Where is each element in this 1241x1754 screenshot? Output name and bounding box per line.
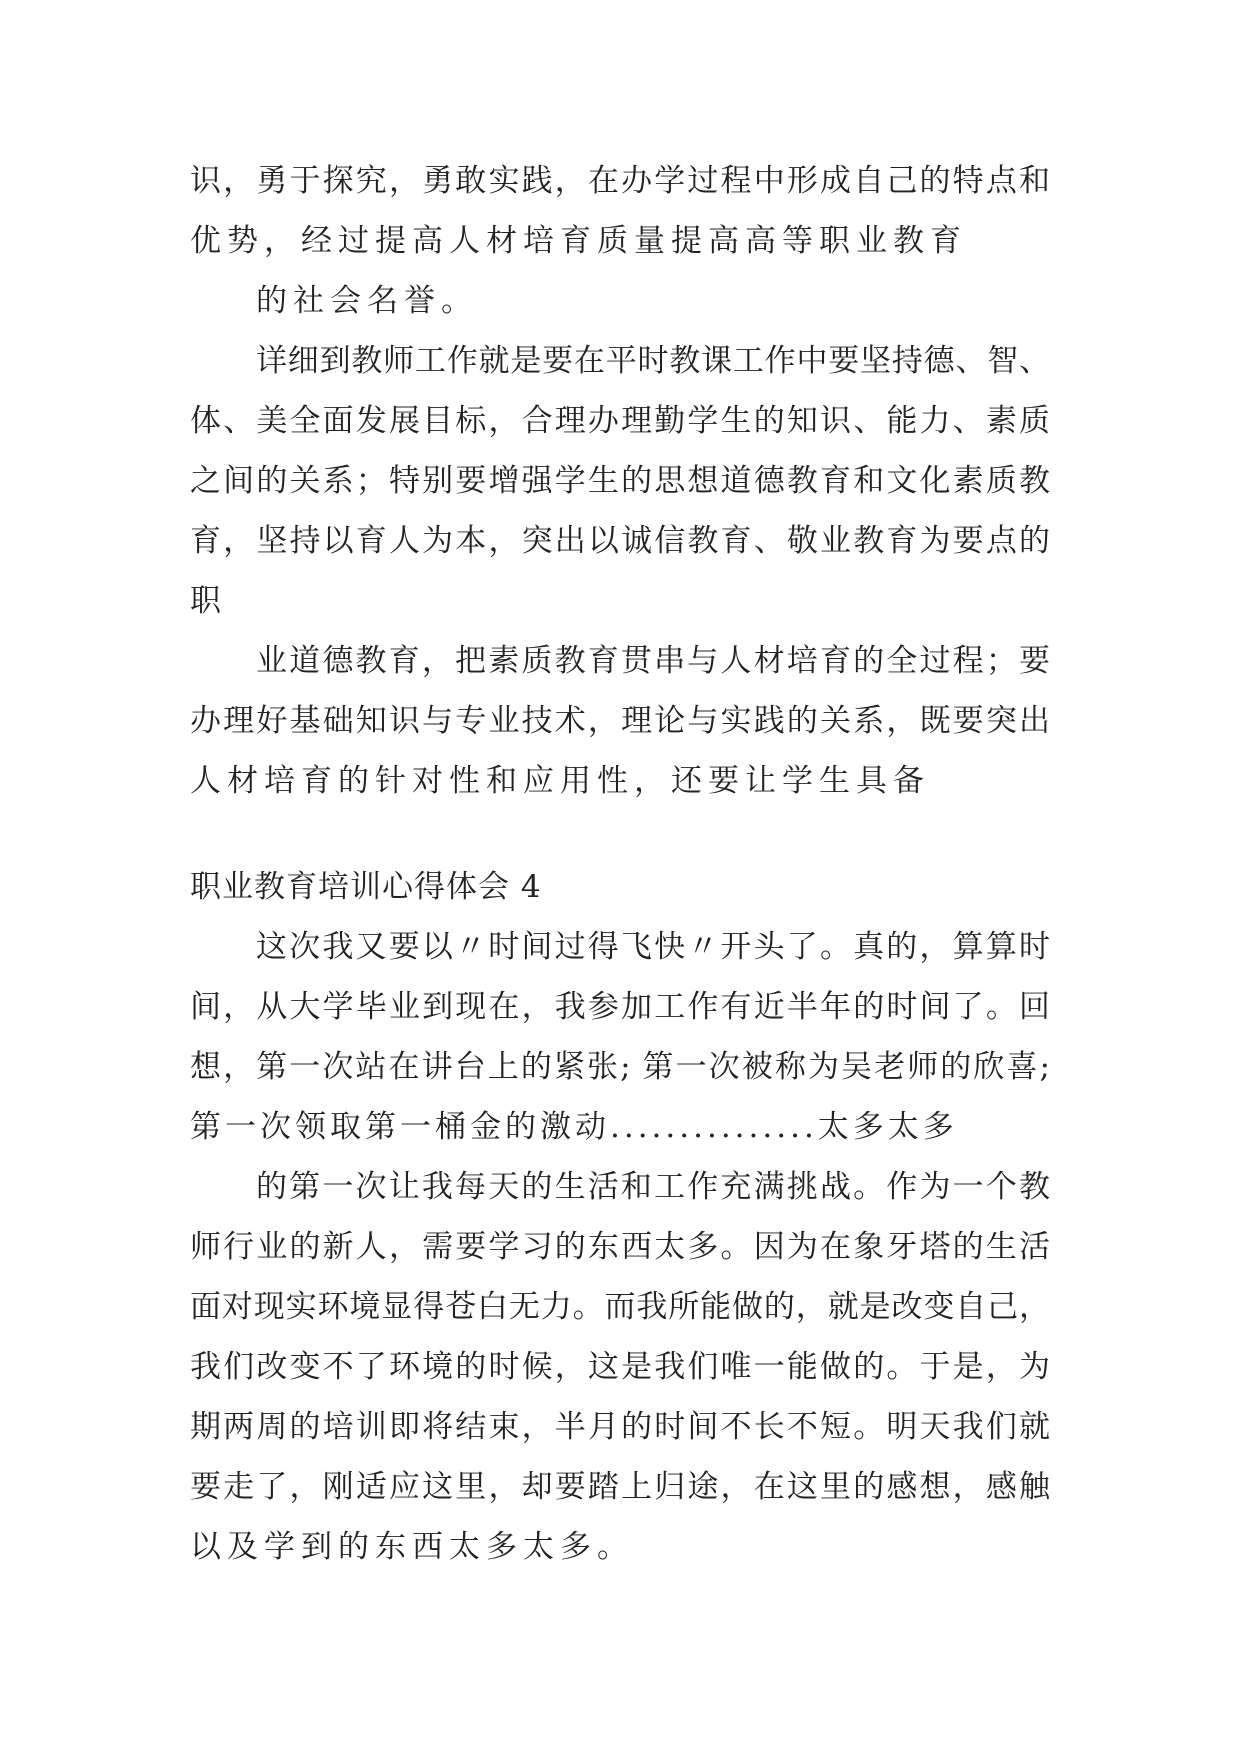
text-line: 的社会名誉。: [256, 283, 478, 319]
text-line: 详细到教师工作就是要在平时教课工作中要坚持德、智、: [256, 343, 1050, 379]
text-line: 优势，经过提高人材培育质量提高高等职业教育: [190, 223, 967, 259]
text-line: 师行业的新人，需要学习的东西太多。因为在象牙塔的生活: [190, 1229, 1050, 1265]
text-line: 体、美全面发展目标，合理办理勤学生的知识、能力、素质: [190, 403, 1050, 439]
text-line: 我们改变不了环境的时候，这是我们唯一能做的。于是，为: [190, 1349, 1050, 1385]
text-line: 想，第一次站在讲台上的紧张; 第一次被称为吴老师的欣喜;: [190, 1049, 1050, 1085]
text-line: 这次我又要以〃时间过得飞快〃开头了。真的，算算时: [256, 929, 1050, 965]
text-line: 间，从大学毕业到现在，我参加工作有近半年的时间了。回: [190, 989, 1050, 1025]
text-line: 业道德教育，把素质教育贯串与人材培育的全过程；要: [256, 643, 1050, 679]
section-heading: 职业教育培训心得体会 4: [190, 869, 542, 905]
text-line: 职: [190, 583, 227, 619]
text-line: 面对现实环境显得苍白无力。而我所能做的，就是改变自己，: [190, 1289, 1050, 1325]
text-line: 识，勇于探究，勇敢实践，在办学过程中形成自己的特点和: [190, 163, 1050, 199]
text-line: 育，坚持以育人为本，突出以诚信教育、敬业教育为要点的: [190, 523, 1050, 559]
text-line: 之间的关系；特别要增强学生的思想道德教育和文化素质教: [190, 463, 1050, 499]
text-line: 办理好基础知识与专业技术，理论与实践的关系，既要突出: [190, 703, 1050, 739]
text-line: 第一次领取第一桶金的激动...............太多太多: [190, 1109, 958, 1145]
text-line: 以及学到的东西太多太多。: [190, 1529, 634, 1565]
text-line: 期两周的培训即将结束，半月的时间不长不短。明天我们就: [190, 1409, 1050, 1445]
text-line: 要走了，刚适应这里，却要踏上归途，在这里的感想，感触: [190, 1469, 1050, 1505]
text-line: 人材培育的针对性和应用性，还要让学生具备: [190, 763, 930, 799]
text-line: 的第一次让我每天的生活和工作充满挑战。作为一个教: [256, 1169, 1050, 1205]
